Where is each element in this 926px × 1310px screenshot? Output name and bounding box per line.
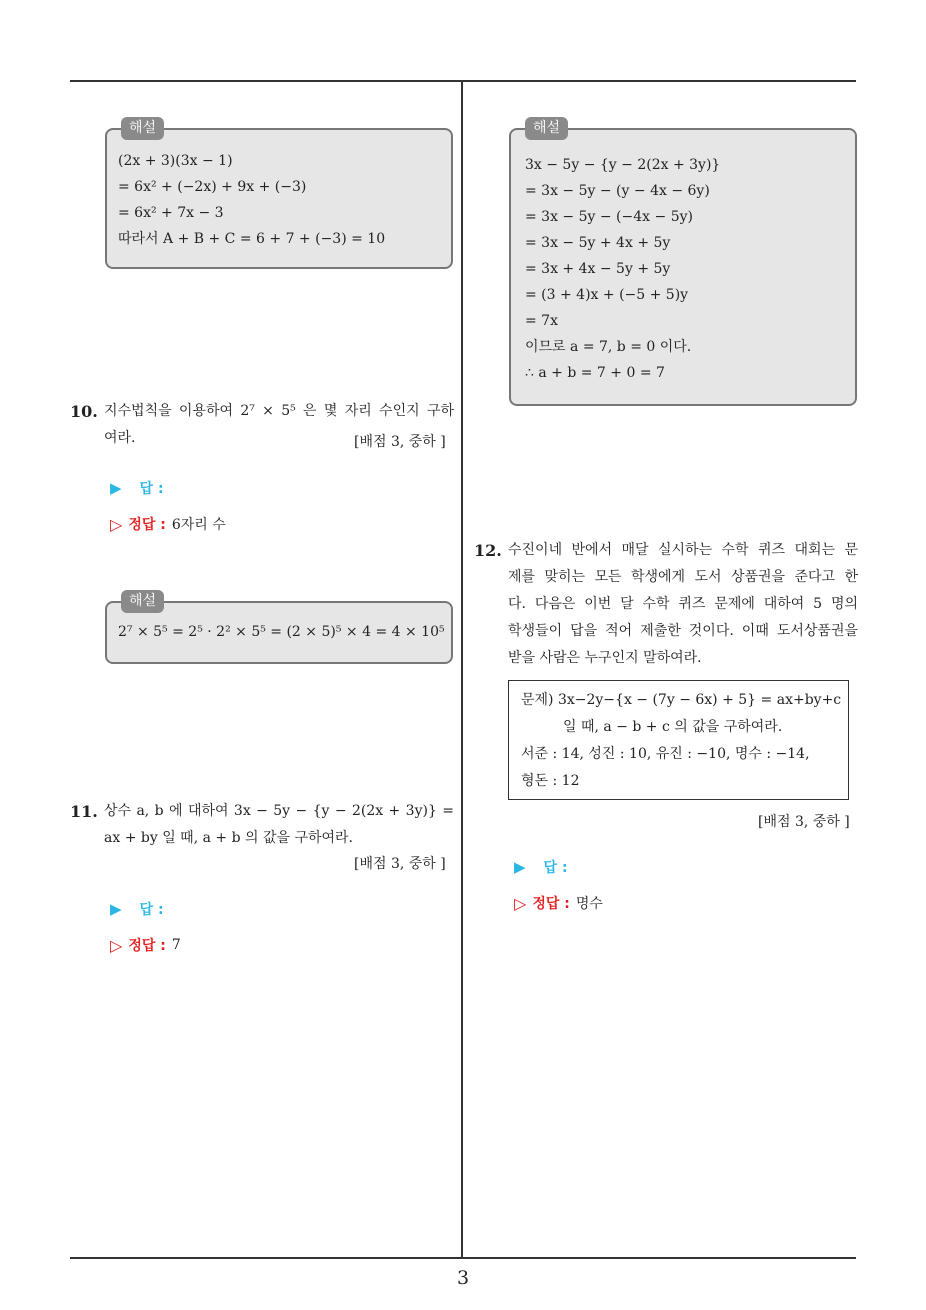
answer-line [514, 857, 568, 877]
outline-triangle-icon: ▷ [110, 935, 123, 955]
solution-line: = 3x + 4x − 5y + 5y [525, 261, 671, 277]
solution-box-q9 [105, 120, 453, 269]
problem-line: 문제) 3x−2y−{x − (7y − 6x) + 5} = ax+by+c [521, 692, 842, 708]
solution-box-q10 [105, 593, 453, 664]
outline-triangle-icon: ▷ [514, 893, 527, 913]
question-text-line: 지수법칙을 이용하여 2⁷ × 5⁵ 은 몇 자리 수인지 구하 [104, 403, 454, 419]
question-text-line: 학생들이 답을 적어 제출한 것이다. 이때 도서상품권을 [508, 623, 858, 639]
solution-line: = 3x − 5y − (−4x − 5y) [525, 209, 693, 225]
points-label: [배점 3, 중하 ] [354, 856, 446, 872]
play-triangle-icon: ▶ [514, 858, 526, 876]
solution-line: = 3x − 5y + 4x + 5y [525, 235, 671, 251]
question-text-line: 제를 맞히는 모든 학생에게 도서 상품권을 준다고 한 [508, 569, 858, 585]
problem-line: 일 때, a − b + c 의 값을 구하여라. [563, 719, 783, 735]
solution-line: ∴ a + b = 7 + 0 = 7 [525, 365, 665, 381]
question-text-line: ax + by 일 때, a + b 의 값을 구하여라. [104, 830, 354, 846]
problem-line: 형돈 : 12 [521, 773, 580, 789]
solution-tag: 해설 [121, 590, 164, 613]
solution-tag: 해설 [121, 117, 164, 140]
correct-label: 정답 : [128, 938, 166, 954]
problem-box-lines [521, 687, 841, 795]
solution-line: = 3x − 5y − (y − 4x − 6y) [525, 183, 710, 199]
top-rule [70, 80, 856, 82]
solution-line: 이므로 a = 7, b = 0 이다. [525, 339, 692, 355]
solution-line: = (3 + 4)x + (−5 + 5)y [525, 287, 689, 303]
solution-line: (2x + 3)(3x − 1) [118, 153, 233, 169]
answer-label: 답 : [139, 481, 164, 497]
correct-value: 6자리 수 [171, 517, 226, 533]
points-label: [배점 3, 중하 ] [758, 814, 850, 830]
question-11 [70, 798, 454, 852]
column-divider [461, 81, 463, 1258]
solution-line: = 6x² + (−2x) + 9x + (−3) [118, 179, 307, 195]
question-number: 11. [70, 802, 98, 821]
problem-box [508, 680, 849, 800]
solution-tag: 해설 [525, 117, 568, 140]
solution-lines [118, 619, 445, 645]
question-text-line: 다. 다음은 이번 달 수학 퀴즈 문제에 대하여 5 명의 [508, 596, 858, 612]
question-text-line: 여라. [104, 430, 136, 446]
play-triangle-icon: ▶ [110, 479, 122, 497]
question-text-line: 상수 a, b 에 대하여 3x − 5y − {y − 2(2x + 3y)} = [104, 803, 454, 819]
question-number: 12. [474, 541, 502, 560]
solution-line: = 7x [525, 313, 558, 329]
question-12 [474, 537, 858, 672]
answer-line [110, 899, 164, 919]
solution-lines [118, 148, 385, 252]
solution-lines [525, 152, 720, 386]
question-text-line: 수진이네 반에서 매달 실시하는 수학 퀴즈 대회는 문 [508, 542, 858, 558]
correct-value: 7 [171, 937, 181, 953]
bottom-rule [70, 1257, 856, 1259]
answer-line [110, 478, 164, 498]
points-label: [배점 3, 중하 ] [354, 434, 446, 450]
correct-answer-line [514, 893, 603, 913]
solution-line: 2⁷ × 5⁵ = 2⁵ · 2² × 5⁵ = (2 × 5)⁵ × 4 = 4 × 10⁵ [118, 624, 445, 640]
correct-value: 명수 [575, 896, 603, 912]
question-number: 10. [70, 402, 98, 421]
answer-label: 답 : [139, 902, 164, 918]
correct-label: 정답 : [128, 517, 166, 533]
answer-label: 답 : [543, 860, 568, 876]
correct-label: 정답 : [532, 896, 570, 912]
play-triangle-icon: ▶ [110, 900, 122, 918]
solution-box-q11 [509, 120, 857, 406]
correct-answer-line [110, 514, 226, 534]
solution-line: 따라서 A + B + C = 6 + 7 + (−3) = 10 [118, 231, 386, 247]
question-text-line: 받을 사람은 누구인지 말하여라. [508, 650, 702, 666]
outline-triangle-icon: ▷ [110, 514, 123, 534]
correct-answer-line [110, 935, 181, 955]
solution-line: 3x − 5y − {y − 2(2x + 3y)} [525, 157, 721, 173]
page-number: 3 [456, 1267, 470, 1289]
problem-line: 서준 : 14, 성진 : 10, 유진 : −10, 명수 : −14, [521, 746, 810, 762]
solution-line: = 6x² + 7x − 3 [118, 205, 224, 221]
